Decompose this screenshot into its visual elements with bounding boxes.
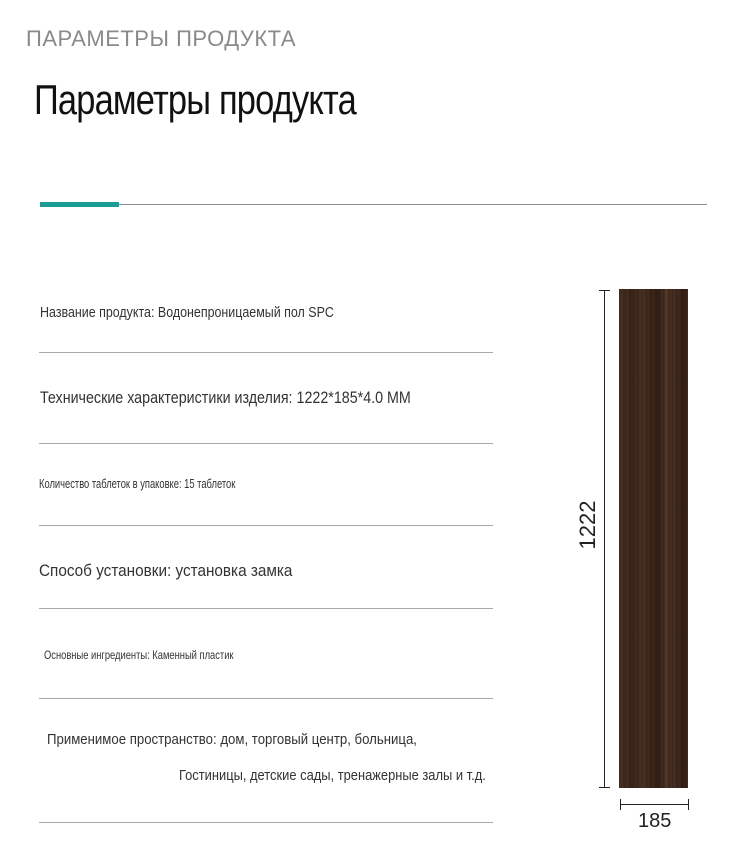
spec-divider [39,443,493,444]
spec-divider [39,608,493,609]
spec-ingredients: Основные ингредиенты: Каменный пластик [44,648,234,662]
page-title: Параметры продукта [34,76,356,123]
height-dimension-cap-bottom [599,787,610,788]
height-dimension-label: 1222 [575,500,600,550]
width-dimension-label: 185 [638,810,672,832]
width-dimension-cap-right [688,799,689,810]
width-dimension-line [620,804,689,805]
spec-divider [39,698,493,699]
spec-installation: Способ установки: установка замка [39,561,293,580]
spec-divider [39,352,493,353]
width-dimension-cap-left [620,799,621,810]
title-divider [40,204,707,205]
height-dimension-cap-top [599,290,610,291]
height-dimension-line [604,290,605,788]
spec-dimensions: Технические характеристики изделия: 1222*185*4.0 MM [40,388,411,407]
wood-plank-image [619,289,688,788]
spec-pack-quantity: Количество таблеток в упаковке: 15 таблеток [39,476,236,491]
spec-product-name: Название продукта: Водонепроницаемый пол SPC [40,304,334,321]
spec-usage-line-1: Применимое пространство: дом, торговый центр, больница, [47,731,417,748]
spec-usage-line-2: Гостиницы, детские сады, тренажерные залы и т.д. [179,767,486,784]
title-divider-accent [40,202,119,207]
spec-divider [39,822,493,823]
spec-divider [39,525,493,526]
section-subtitle: ПАРАМЕТРЫ ПРОДУКТА [26,26,297,51]
